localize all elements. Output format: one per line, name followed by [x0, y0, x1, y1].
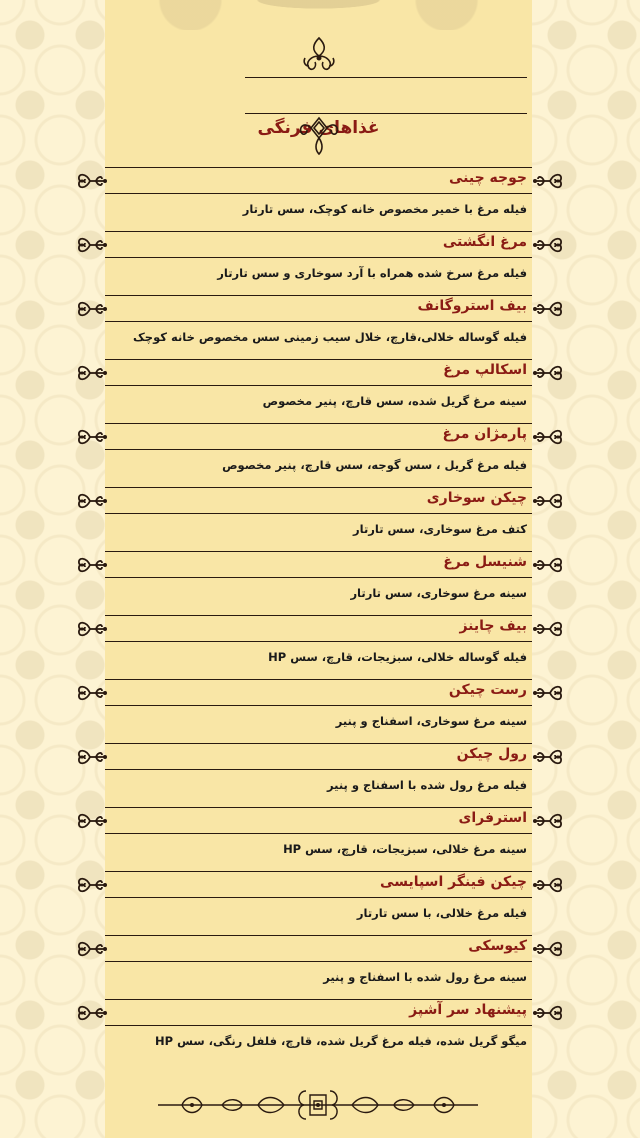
scroll-ornament-icon: [76, 296, 108, 326]
menu-item: [0, 743, 640, 807]
scroll-ornament-icon: [532, 872, 564, 902]
menu-item-description: سینه مرغ گریل شده، سس قارچ، پنیر مخصوص: [262, 394, 527, 408]
menu-item-description: فیله گوساله خلالی، سبزیجات، قارچ، سس HP: [268, 650, 527, 664]
menu-item: [0, 551, 640, 615]
menu-item-description: سینه مرغ سوخاری، اسفناج و پنیر: [335, 714, 527, 728]
scroll-ornament-icon: [532, 616, 564, 646]
scroll-ornament-icon: [532, 552, 564, 582]
menu-item-description: فیله مرغ با خمیر مخصوص خانه کوچک، سس تارتار: [242, 202, 527, 216]
menu-item-name: مرغ انگشتی: [442, 234, 527, 250]
menu-item-name: پارمژان مرغ: [442, 426, 527, 442]
menu-item: [0, 615, 640, 679]
menu-item-description: فیله مرغ سرخ شده همراه با آرد سوخاری و سس تارتار: [217, 266, 527, 280]
scroll-ornament-icon: [76, 232, 108, 262]
menu-item-description: سینه مرغ سوخاری، سس تارتار: [350, 586, 527, 600]
scroll-ornament-icon: [532, 232, 564, 262]
menu-item: [0, 487, 640, 551]
scroll-ornament-icon: [76, 168, 108, 198]
menu-item-name: استرفرای: [458, 810, 527, 826]
menu-item-description: فیله گوساله خلالی،قارچ، خلال سیب زمینی سس مخصوص خانه کوچک: [133, 330, 527, 344]
scroll-ornament-icon: [532, 808, 564, 838]
menu-item: [0, 871, 640, 935]
menu-item-name: شنیسل مرغ: [443, 554, 527, 570]
scroll-ornament-icon: [532, 424, 564, 454]
menu-item-name: چیکن سوخاری: [426, 490, 527, 506]
scroll-ornament-icon: [76, 936, 108, 966]
menu-item: [0, 935, 640, 999]
scroll-ornament-icon: [532, 296, 564, 326]
menu-item: [0, 231, 640, 295]
scroll-ornament-icon: [532, 1000, 564, 1030]
menu-item: [0, 295, 640, 359]
menu-item-name: اسکالپ مرغ: [443, 362, 527, 378]
scroll-ornament-icon: [76, 808, 108, 838]
menu-item-name: جوجه چینی: [448, 170, 527, 186]
scroll-ornament-icon: [76, 680, 108, 710]
menu-item-description: فیله مرغ رول شده با اسفناج و پنیر: [326, 778, 527, 792]
menu-item-name: پیشنهاد سر آشپز: [409, 1002, 527, 1018]
scroll-ornament-icon: [76, 424, 108, 454]
page-title: غذاهای فرنگی: [257, 118, 380, 138]
scroll-ornament-icon: [532, 680, 564, 710]
scroll-ornament-icon: [532, 168, 564, 198]
menu-item-name: رست چیکن: [448, 682, 527, 698]
menu-item-name: چیکن فینگر اسپایسی: [380, 874, 527, 890]
scroll-ornament-icon: [76, 744, 108, 774]
menu-item-name: بیف چاینز: [459, 618, 527, 634]
scroll-ornament-icon: [76, 360, 108, 390]
menu-item-description: فیله مرغ گریل ، سس گوجه، سس قارچ، پنیر مخصوص: [222, 458, 527, 472]
menu-item: [0, 423, 640, 487]
scroll-ornament-icon: [76, 616, 108, 646]
menu-item-name: کیوسکی: [468, 938, 527, 954]
menu-item-name: بیف استروگانف: [417, 298, 527, 314]
scroll-ornament-icon: [76, 1000, 108, 1030]
scroll-ornament-icon: [76, 488, 108, 518]
menu-item: [0, 679, 640, 743]
menu-item-description: میگو گریل شده، فیله مرغ گریل شده، قارچ، فلفل رنگی، سس HP: [155, 1034, 527, 1048]
menu-item-name: رول چیکن: [456, 746, 527, 762]
menu-item: [0, 807, 640, 871]
scroll-ornament-icon: [532, 936, 564, 966]
scroll-ornament-icon: [532, 360, 564, 390]
menu-item-description: فیله مرغ خلالی، با سس تارتار: [356, 906, 527, 920]
menu-item: [0, 999, 640, 1063]
scroll-ornament-icon: [532, 488, 564, 518]
menu-item-description: سینه مرغ رول شده با اسفناج و پنیر: [323, 970, 527, 984]
menu-item-description: سینه مرغ خلالی، سبزیجات، قارچ، سس HP: [283, 842, 527, 856]
scroll-ornament-icon: [76, 552, 108, 582]
scroll-ornament-icon: [76, 872, 108, 902]
menu-item: [0, 359, 640, 423]
footer-flourish-icon: [158, 1083, 478, 1123]
scroll-ornament-icon: [532, 744, 564, 774]
menu-item-description: کتف مرغ سوخاری، سس تارتار: [353, 522, 527, 536]
menu-item: [0, 167, 640, 231]
